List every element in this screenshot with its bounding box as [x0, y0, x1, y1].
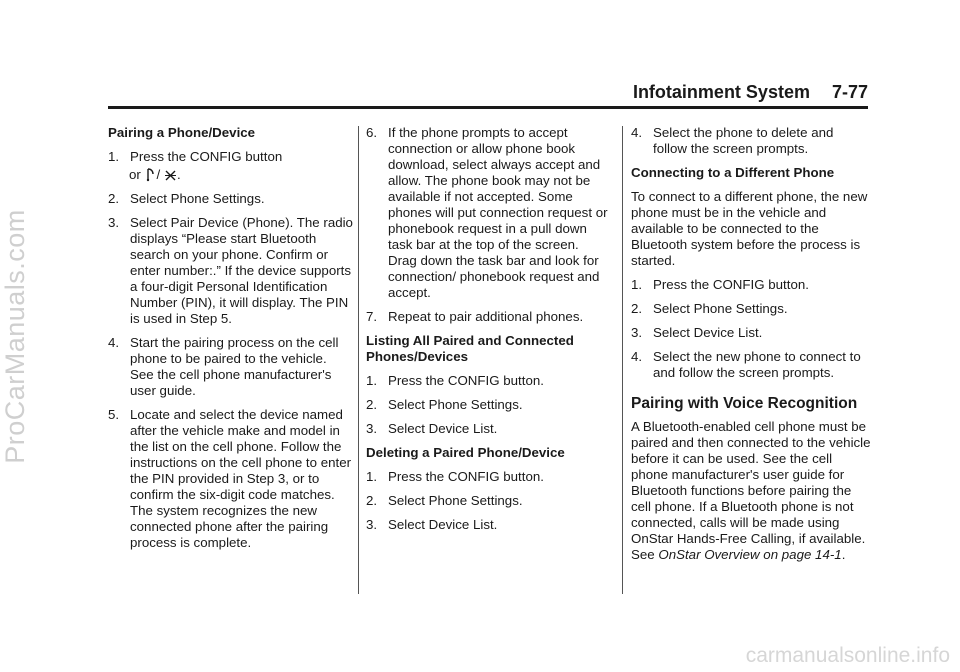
connecting-step-1: 1. Press the CONFIG button. — [631, 277, 809, 292]
page-header — [108, 82, 868, 109]
voice-paragraph: A Bluetooth-enabled cell phone must be paired and then connected to the vehicle before it can be used. See the cell phone manufacturer's user guide for Bluetooth functions before pairing the cell phone. If a Bluetooth phone is not connected, calls will be made using OnStar Hands-Free Calling, if available. See OnStar Overview on page 14-1. — [631, 419, 871, 562]
step-1-icons: or / . — [129, 167, 181, 182]
deleting-step-3: 3. Select Device List. — [366, 517, 498, 532]
onstar-overview-reference: OnStar Overview on page 14-1 — [658, 547, 842, 562]
connecting-step-4: 4. Select the new phone to connect to and follow the screen prompts. — [631, 349, 861, 380]
column-divider-1 — [358, 126, 359, 594]
column-2 — [366, 125, 611, 541]
header-title — [633, 82, 868, 103]
heading-voice-recognition: Pairing with Voice Recognition — [631, 395, 858, 412]
header-page-number: 7-77 — [831, 82, 868, 102]
header-section: Infotainment System — [632, 82, 810, 102]
deleting-step-2: 2. Select Phone Settings. — [366, 493, 523, 508]
step-1: 1. Press the CONFIG button — [108, 149, 283, 164]
step-4: 4. Start the pairing process on the cell phone to be paired to the vehicle. See the cell phone manufacturer's user guide. — [108, 335, 339, 399]
heading-deleting-paired: Deleting a Paired Phone/Device — [366, 445, 565, 460]
connecting-step-3: 3. Select Device List. — [631, 325, 763, 340]
mute-call-icon — [164, 169, 177, 182]
connecting-paragraph: To connect to a different phone, the new phone must be in the vehicle and available to be connected to the Bluetooth system before the process is started. — [631, 189, 868, 268]
step-5: 5. Locate and select the device named after the vehicle make and model in the list on the cell phone. Follow the instructions on the cell phone to enter the PIN provided in Step 3, or to confirm the six-digit code matches. The system recognizes the new connected phone after the pairing process is complete. — [108, 407, 352, 551]
deleting-step-4: 4. Select the phone to delete and follow the screen prompts. — [631, 125, 834, 156]
heading-connecting-different: Connecting to a Different Phone — [631, 165, 835, 180]
phone-button-icon — [145, 167, 157, 183]
column-divider-2 — [622, 126, 623, 594]
step-7: 7. Repeat to pair additional phones. — [366, 309, 584, 324]
heading-listing-paired: Listing All Paired and Connected Phones/Devices — [366, 333, 574, 364]
listing-step-2: 2. Select Phone Settings. — [366, 397, 523, 412]
listing-step-3: 3. Select Device List. — [366, 421, 498, 436]
watermark-procarmanuals: ProCarManuals.com — [0, 208, 30, 464]
listing-step-1: 1. Press the CONFIG button. — [366, 373, 544, 388]
deleting-step-1: 1. Press the CONFIG button. — [366, 469, 544, 484]
connecting-step-2: 2. Select Phone Settings. — [631, 301, 788, 316]
step-6: 6. If the phone prompts to accept connection or allow phone book download, select always accept and allow. The phone book may not be available if not accepted. Some phones will put connection request or phonebook request in a pull down task bar at the top of the screen. Drag down the task bar and look for connection/ phonebook request and accept. — [366, 125, 608, 300]
step-3: 3. Select Pair Device (Phone). The radio displays “Please start Bluetooth search on your phone. Confirm or enter number:.” If the device supports a four-digit Personal Identification Number (PIN), it will display. The PIN is used in Step 5. — [108, 215, 353, 327]
column-3 — [631, 125, 871, 571]
step-2: 2. Select Phone Settings. — [108, 191, 265, 207]
heading-pairing-phone: Pairing a Phone/Device — [108, 125, 256, 140]
watermark-carmanualsonline: carmanualsonline.info — [745, 644, 950, 667]
column-1 — [108, 125, 353, 559]
